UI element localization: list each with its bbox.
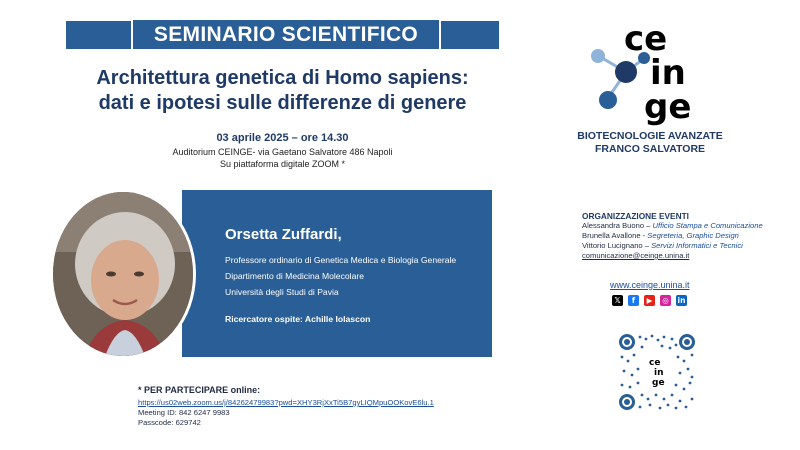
seminar-title-line-2: dati e ipotesi sulle differenze di genere: [98, 92, 467, 114]
logo-word-ge: ge: [644, 87, 692, 126]
logo-subtitle-line-1: BIOTECNOLOGIE AVANZATE: [577, 130, 723, 142]
speaker-department: Dipartimento di Medicina Molecolare: [225, 271, 364, 281]
organization-list: [582, 221, 763, 261]
website-link[interactable]: www.ceinge.unina.it: [610, 280, 690, 290]
zoom-credentials: [138, 408, 230, 428]
svg-text:ge: ge: [652, 378, 665, 388]
qr-code[interactable]: [618, 333, 696, 411]
zoom-meeting-id: Meeting ID: 842 6247 9983: [138, 408, 230, 417]
seminar-title-line-1: Architettura genetica di Homo sapiens:: [96, 67, 469, 89]
zoom-passcode: Passcode: 629742: [138, 418, 201, 427]
logo-subtitle-line-2: FRANCO SALVATORE: [594, 143, 706, 155]
x-icon[interactable]: 𝕏: [612, 295, 623, 306]
logo-word-in: in: [650, 53, 686, 93]
banner-title: SEMINARIO SCIENTIFICO: [131, 18, 441, 51]
speaker-photo: [50, 189, 196, 359]
event-venue: Auditorium CEINGE- via Gaetano Salvatore 486 Napoli: [172, 147, 393, 157]
seminar-title: [66, 66, 499, 116]
speaker-name: Orsetta Zuffardi,: [225, 226, 342, 243]
logo-word-ce: ce: [624, 20, 668, 59]
svg-text:ce: ce: [649, 358, 661, 368]
organization-member: Brunella Avallone - Segreteria, Graphic Design: [582, 231, 739, 240]
organization-email[interactable]: comunicazione@ceinge.unina.it: [582, 251, 690, 260]
youtube-icon[interactable]: ▶: [644, 295, 655, 306]
speaker-portrait-illustration: [53, 192, 196, 359]
organization-title: ORGANIZZAZIONE EVENTI: [582, 211, 689, 221]
organization-member: Alessandra Buono – Ufficio Stampa e Comunicazione: [582, 221, 763, 230]
speaker-role: Professore ordinario di Genetica Medica e Biologia Generale: [225, 255, 457, 265]
social-links: [612, 295, 687, 306]
facebook-icon[interactable]: f: [628, 295, 639, 306]
zoom-link[interactable]: https://us02web.zoom.us/j/84262479983?pwd=XHY3RjXxTi5B7gyLIQMpuOOKovE6lu.1: [138, 398, 434, 407]
ceinge-logo: [586, 20, 722, 126]
speaker-affiliation: [225, 252, 456, 300]
instagram-icon[interactable]: ◎: [660, 295, 671, 306]
logo-subtitle: [575, 130, 725, 156]
event-platform: Su piattaforma digitale ZOOM *: [219, 159, 346, 169]
guest-researcher: Ricercatore ospite: Achille Iolascon: [225, 314, 371, 324]
event-venue-block: [66, 146, 499, 170]
event-date: 03 aprile 2025 – ore 14.30: [216, 132, 349, 144]
svg-text:in: in: [654, 368, 664, 378]
linkedin-icon[interactable]: in: [677, 296, 686, 305]
speaker-university: Università degli Studi di Pavia: [225, 287, 339, 297]
online-participation-title: * PER PARTECIPARE online:: [138, 385, 261, 395]
organization-member: Vittorio Lucignano – Servizi Informatici e Tecnici: [582, 241, 743, 250]
